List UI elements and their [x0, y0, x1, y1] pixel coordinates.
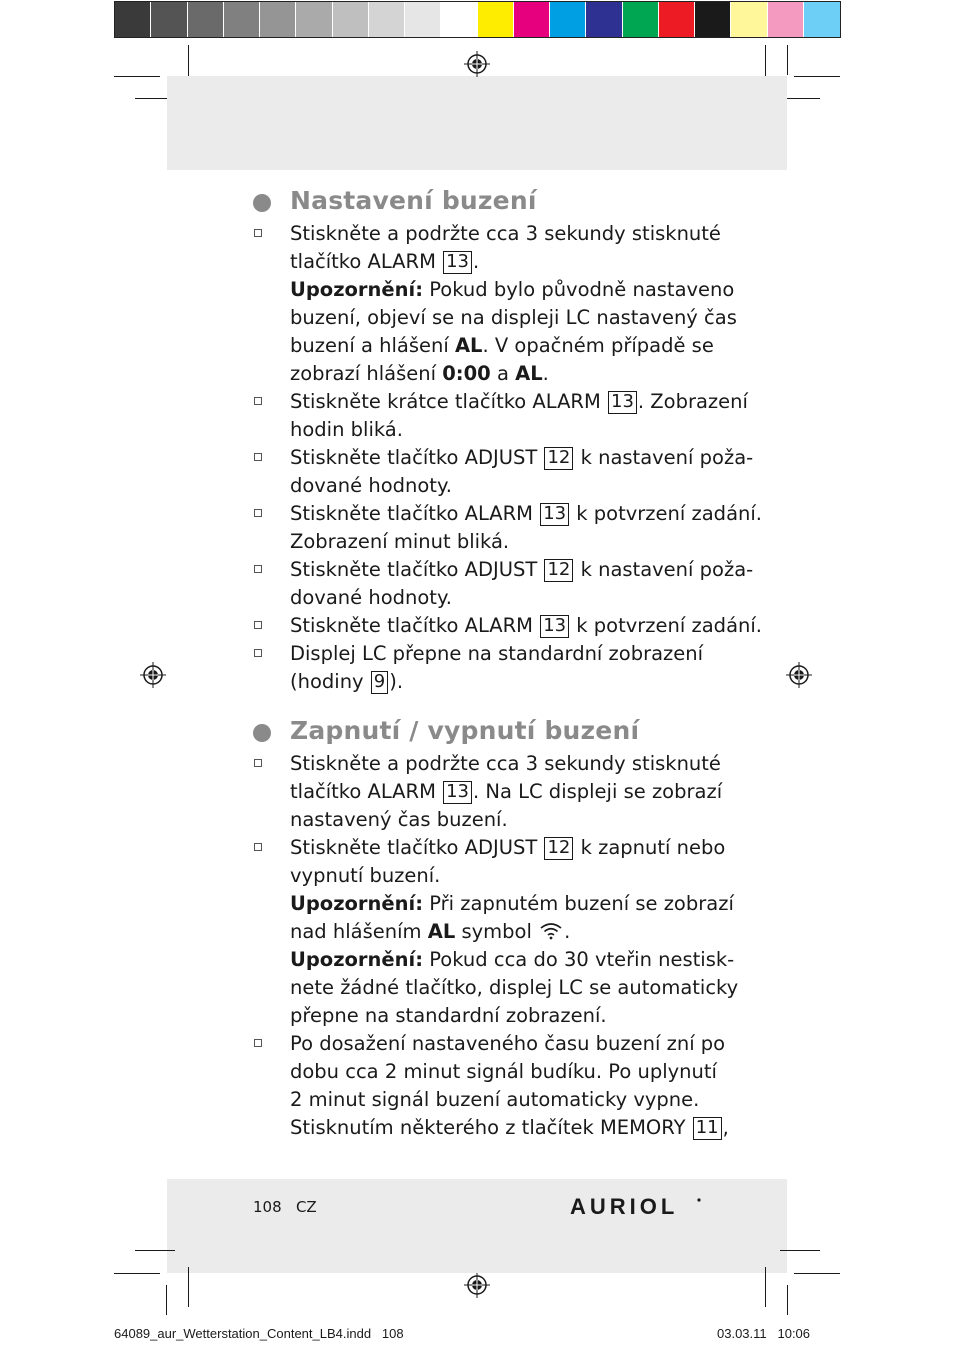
- text-line: [290, 974, 739, 1002]
- text-run: k zapnutí nebo: [574, 836, 726, 859]
- text-run: . Zobrazení: [637, 390, 748, 413]
- alarm-wave-icon: [538, 922, 564, 940]
- text-run: .: [473, 250, 480, 273]
- section-bullet: [253, 724, 271, 742]
- checkbox-square-icon: [254, 453, 262, 461]
- color-swatch: [151, 2, 187, 37]
- text-line: [290, 1114, 729, 1142]
- text-line: [290, 276, 735, 304]
- component-reference-number: 9: [371, 671, 388, 694]
- text-line: [290, 1086, 720, 1114]
- bold-text-run: Upozornění:: [290, 278, 424, 301]
- text-run: Stiskněte tlačítko ALARM: [290, 502, 540, 525]
- text-run: Stiskněte tlačítko ADJUST: [290, 836, 544, 859]
- text-run: .: [542, 362, 549, 385]
- auriol-logo: [570, 1192, 702, 1222]
- color-calibration-bar: [114, 1, 841, 38]
- color-swatch: [623, 2, 659, 37]
- text-line: [290, 1002, 720, 1030]
- bold-text-run: 0:00: [442, 362, 491, 385]
- text-run: ,: [722, 1116, 729, 1139]
- language-code: CZ: [295, 1198, 317, 1216]
- text-run: k nastavení poža-: [574, 558, 754, 581]
- text-line: [290, 388, 748, 416]
- text-run: hodin bliká.: [290, 418, 403, 441]
- text-run: 2 minut signál buzení automaticky vypne.: [290, 1088, 700, 1111]
- component-reference-number: 13: [443, 251, 472, 274]
- list-item-text: [290, 500, 762, 556]
- section-heading: Zapnutí / vypnutí buzení: [290, 716, 640, 745]
- text-run: buzení, objeví se na displeji LC nastavený čas: [290, 306, 737, 329]
- color-swatch: [405, 2, 441, 37]
- text-line: [290, 1058, 720, 1086]
- text-line: [290, 584, 720, 612]
- text-line: [290, 304, 737, 332]
- text-run: dované hodnoty.: [290, 474, 452, 497]
- slug-date: 03.03.11: [717, 1326, 767, 1341]
- checkbox-square-icon: [254, 621, 262, 629]
- registration-mark-icon: [786, 662, 812, 688]
- text-run: Zobrazení minut bliká.: [290, 530, 510, 553]
- page-footer: [253, 1198, 317, 1216]
- text-line: [290, 612, 762, 640]
- crop-mark: [188, 1267, 189, 1307]
- header-band: [167, 76, 787, 170]
- slug-filename: 64089_aur_Wetterstation_Content_LB4.indd: [114, 1326, 372, 1341]
- list-item-text: [290, 556, 754, 612]
- list-item-text: [290, 388, 748, 444]
- text-line: [290, 778, 723, 806]
- color-swatch: [333, 2, 369, 37]
- component-reference-number: 12: [544, 837, 573, 860]
- text-run: Při zapnutém buzení se zobrazí: [423, 892, 734, 915]
- registration-mark-icon: [140, 662, 166, 688]
- text-run: dobu cca 2 minut signál budíku. Po uplynutí: [290, 1060, 717, 1083]
- text-line: [290, 248, 720, 276]
- color-swatch: [296, 2, 332, 37]
- text-run: tlačítko ALARM: [290, 250, 443, 273]
- text-run: dované hodnoty.: [290, 586, 452, 609]
- text-line: [290, 806, 720, 834]
- component-reference-number: 13: [608, 391, 637, 414]
- section-bullet: [253, 194, 271, 212]
- checkbox-square-icon: [254, 565, 262, 573]
- text-run: Pokud cca do 30 vteřin nestisk-: [423, 948, 735, 971]
- list-item-text: [290, 1030, 729, 1142]
- list-item-text: [290, 612, 762, 640]
- text-run: zobrazí hlášení: [290, 362, 443, 385]
- crop-mark: [787, 1285, 788, 1315]
- crop-mark: [114, 1273, 160, 1274]
- bold-text-run: AL: [454, 334, 483, 357]
- color-swatch: [659, 2, 695, 37]
- text-line: [290, 360, 720, 388]
- crop-mark: [166, 1285, 167, 1315]
- page-number: 108: [253, 1198, 282, 1216]
- slug-time: 10:06: [777, 1326, 811, 1341]
- text-run: Stiskněte tlačítko ADJUST: [290, 558, 544, 581]
- bold-text-run: AL: [427, 920, 456, 943]
- text-line: [290, 946, 735, 974]
- bold-text-run: Upozornění:: [290, 892, 424, 915]
- checkbox-square-icon: [254, 759, 262, 767]
- text-run: Stiskněte a podržte cca 3 sekundy stisknuté: [290, 222, 721, 245]
- text-run: (hodiny: [290, 670, 370, 693]
- list-item-text: [290, 750, 723, 834]
- text-run: vypnutí buzení.: [290, 864, 441, 887]
- color-swatch: [695, 2, 731, 37]
- text-run: Stiskněte tlačítko ALARM: [290, 614, 540, 637]
- text-line: [290, 332, 720, 360]
- text-run: . V opačném případě se: [482, 334, 714, 357]
- color-swatch: [550, 2, 586, 37]
- list-item-text: [290, 640, 720, 696]
- text-line: [290, 750, 720, 778]
- crop-mark: [794, 76, 840, 77]
- text-run: nad hlášením: [290, 920, 428, 943]
- text-run: přepne na standardní zobrazení.: [290, 1004, 607, 1027]
- text-run: .: [564, 920, 571, 943]
- crop-mark: [794, 1273, 840, 1274]
- slug-page: 108: [381, 1326, 404, 1341]
- registration-mark-icon: [464, 51, 490, 77]
- text-line: [290, 220, 720, 248]
- color-swatch: [586, 2, 622, 37]
- checkbox-square-icon: [254, 509, 262, 517]
- color-swatch: [731, 2, 767, 37]
- list-item-text: [290, 834, 739, 1030]
- text-line: [290, 1030, 726, 1058]
- text-line: [290, 500, 762, 528]
- component-reference-number: 11: [693, 1117, 722, 1140]
- color-swatch: [514, 2, 550, 37]
- text-run: k nastavení poža-: [574, 446, 754, 469]
- text-line: [290, 640, 720, 668]
- text-line: [290, 556, 754, 584]
- text-run: . Na LC displeji se zobrazí: [473, 780, 723, 803]
- color-swatch: [224, 2, 260, 37]
- text-run: Stiskněte a podržte cca 3 sekundy stisknuté: [290, 752, 721, 775]
- text-line: [290, 472, 720, 500]
- component-reference-number: 13: [443, 781, 472, 804]
- text-run: tlačítko ALARM: [290, 780, 443, 803]
- text-run: a: [490, 362, 516, 385]
- text-run: ).: [389, 670, 404, 693]
- list-item-text: [290, 220, 737, 388]
- text-run: Pokud bylo původně nastaveno: [423, 278, 735, 301]
- slug-file-info: [114, 1326, 404, 1341]
- color-swatch: [188, 2, 224, 37]
- text-line: [290, 528, 720, 556]
- list-item-text: [290, 444, 754, 500]
- text-line: [290, 918, 720, 946]
- text-run: nete žádné tlačítko, displej LC se automaticky: [290, 976, 739, 999]
- text-line: [290, 668, 720, 696]
- text-run: Stisknutím některého z tlačítek MEMORY: [290, 1116, 692, 1139]
- crop-mark: [780, 1250, 820, 1251]
- text-line: [290, 890, 734, 918]
- slug-date-info: [717, 1326, 810, 1341]
- checkbox-square-icon: [254, 229, 262, 237]
- color-swatch: [768, 2, 804, 37]
- text-line: [290, 444, 754, 472]
- text-run: Displej LC přepne na standardní zobrazení: [290, 642, 704, 665]
- section-heading: Nastavení buzení: [290, 186, 537, 215]
- checkbox-square-icon: [254, 649, 262, 657]
- color-swatch: [441, 2, 477, 37]
- text-line: [290, 416, 720, 444]
- component-reference-number: 12: [544, 447, 573, 470]
- color-swatch: [115, 2, 151, 37]
- registration-mark-icon: [464, 1272, 490, 1298]
- component-reference-number: 13: [540, 615, 569, 638]
- checkbox-square-icon: [254, 397, 262, 405]
- text-run: k potvrzení zadání.: [570, 502, 762, 525]
- color-swatch: [804, 2, 840, 37]
- brand-logo-text: AURIOL: [570, 1194, 679, 1219]
- crop-mark: [135, 1250, 175, 1251]
- crop-mark: [114, 76, 160, 77]
- crop-mark: [787, 45, 788, 75]
- text-run: Stiskněte tlačítko ADJUST: [290, 446, 544, 469]
- checkbox-square-icon: [254, 843, 262, 851]
- text-run: Po dosažení nastaveného času buzení zní po: [290, 1032, 726, 1055]
- component-reference-number: 12: [544, 559, 573, 582]
- text-run: symbol: [455, 920, 539, 943]
- bold-text-run: AL: [515, 362, 543, 385]
- text-line: [290, 862, 720, 890]
- bold-text-run: Upozornění:: [290, 948, 424, 971]
- text-run: buzení a hlášení: [290, 334, 455, 357]
- text-run: k potvrzení zadání.: [570, 614, 762, 637]
- color-swatch: [478, 2, 514, 37]
- checkbox-square-icon: [254, 1039, 262, 1047]
- color-swatch: [260, 2, 296, 37]
- component-reference-number: 13: [540, 503, 569, 526]
- text-run: nastavený čas buzení.: [290, 808, 508, 831]
- crop-mark: [765, 1267, 766, 1307]
- text-line: [290, 834, 726, 862]
- text-run: Stiskněte krátce tlačítko ALARM: [290, 390, 607, 413]
- color-swatch: [369, 2, 405, 37]
